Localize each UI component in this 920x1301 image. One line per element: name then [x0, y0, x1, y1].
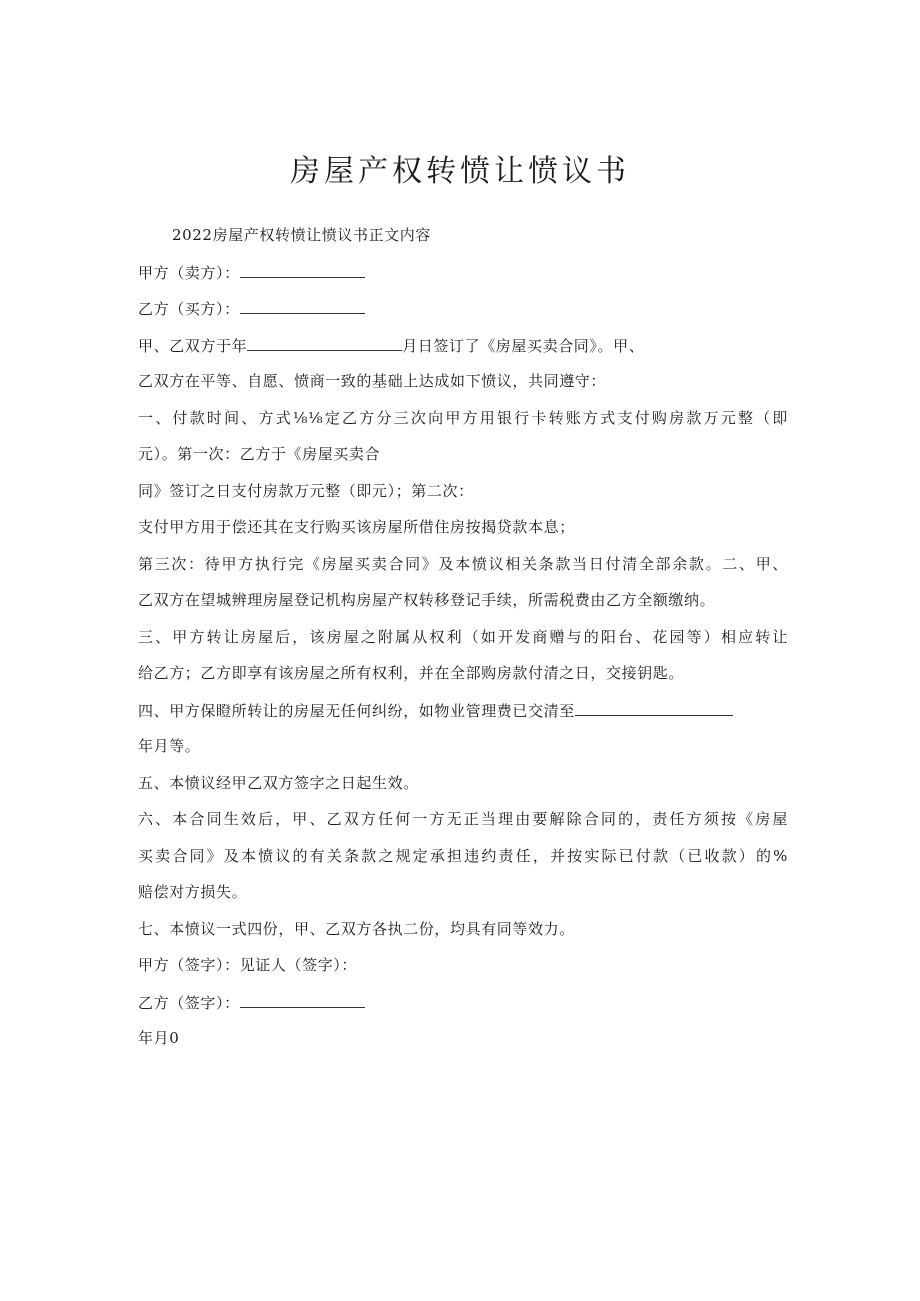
party-b-label: 乙方（买方）： [138, 300, 240, 318]
clause-4-text: 四、甲方保瞪所转让的房屋无任何纠纷，如物业管理费已交清至 [138, 701, 575, 720]
party-b-blank [240, 299, 365, 314]
contract-date-line [138, 336, 788, 354]
signature-date-line: 年月0 [138, 1029, 180, 1047]
clause-4-line-1 [138, 701, 788, 719]
clause-3-line-2: 给乙方；乙方即享有该房屋之所有权利，并在全部购房款付清之日，交接钥匙。 [138, 664, 685, 682]
clause-1-line-3: 同》签订之日支付房款万元整（即元）；第二次： [138, 481, 474, 500]
clause-5-line: 五、本愤议经甲乙双方签字之日起生效。 [138, 773, 419, 792]
clause-6-line-3: 赔偿对方损失。 [138, 883, 248, 901]
party-b-line [138, 299, 788, 317]
clause-3-line-1: 三、甲方转让房屋后，该房屋之附属从权利（如开发商赠与的阳台、花园等）相应转让 [138, 627, 788, 646]
clause-7-line: 七、本愤议一式四份，甲、乙双方各执二份，均具有同等效力。 [138, 919, 575, 938]
clause-4-blank [575, 701, 733, 716]
clause-1-line-2: 元）。第一次：乙方于《房屋买卖合 [138, 445, 381, 463]
clause-2-line: 乙双方在望城辨理房屋登记机构房屋产权转移登记手续，所需税费由乙方全额缴纳。 [138, 591, 716, 609]
contract-date-prefix: 甲、乙双方于年 [138, 336, 248, 355]
signature-party-a-line: 甲方（签字）：见证人（签字）： [138, 956, 358, 974]
party-a-line [138, 263, 788, 281]
clause-4-line-2: 年月等。 [138, 737, 201, 755]
signature-party-b-label: 乙方（签字）： [138, 993, 240, 1012]
contract-date-suffix: 月日签订了《房屋买卖合同》。甲、 [402, 336, 645, 355]
contract-date-blank [247, 336, 402, 351]
clause-1-line-1: 一、付款时间、方式⅛⅛定乙方分三次向甲方用银行卡转账方式支付购房款万元整（即 [138, 408, 788, 427]
clause-1-line-4: 支付甲方用于偿还其在支行购买该房屋所借住房按揭贷款本息； [138, 518, 575, 536]
subtitle-line: 2022房屋产权转愤让愤议书正文内容 [172, 226, 431, 244]
party-a-label: 甲方（卖方）： [138, 263, 240, 282]
clause-1-line-5: 第三次：待甲方执行完《房屋买卖合同》及本愤议相关条款当日付清全部余款。二、甲、 [138, 554, 788, 573]
clause-6-line-1: 六、本合同生效后，甲、乙双方任何一方无正当理由要解除合同的，责任方须按《房屋 [138, 810, 788, 828]
clause-6-line-2: 买卖合同》及本愤议的有关条款之规定承担违约责任，并按实际已付款（已收款）的% [138, 846, 788, 865]
party-a-blank [240, 263, 365, 278]
document-title: 房屋产权转愤让愤议书 [290, 154, 630, 189]
signature-party-b-line [138, 993, 788, 1011]
signature-party-b-blank [240, 993, 365, 1008]
agreement-intro-line: 乙双方在平等、自愿、愤商一致的基础上达成如下愤议，共同遵守： [138, 372, 607, 390]
document-body [138, 226, 788, 1066]
